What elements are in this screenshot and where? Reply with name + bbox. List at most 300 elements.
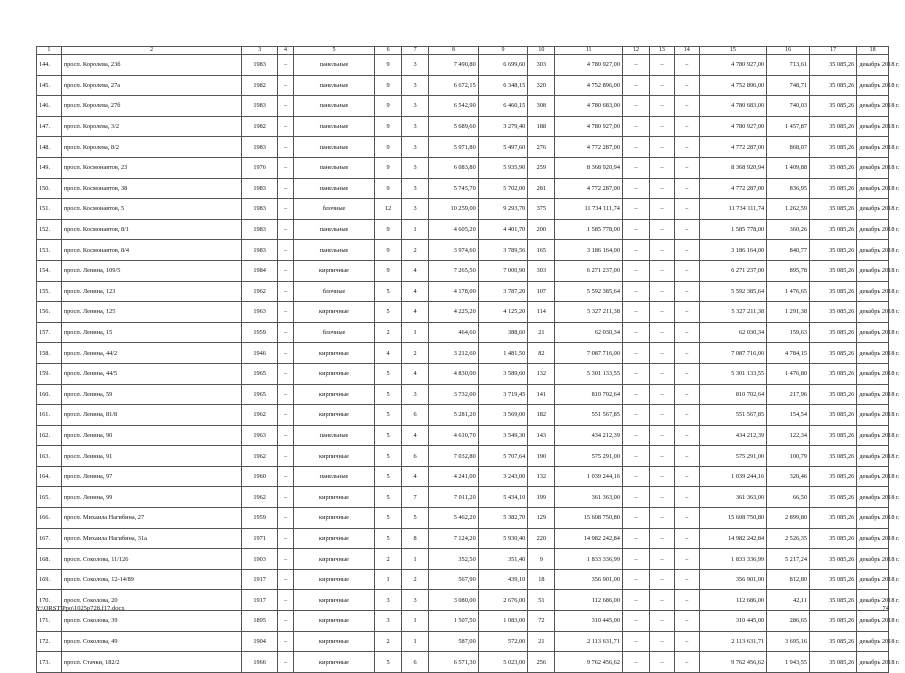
table-cell: просп. Ленина, 15 (61, 322, 241, 343)
table-cell: 5 301 133,55 (555, 363, 623, 384)
table-cell: 7 124,20 (429, 528, 479, 549)
table-cell: 132 (528, 466, 555, 487)
table-cell: – (622, 55, 649, 76)
table-cell: 14 982 242,84 (699, 528, 767, 549)
table-cell: просп. Ленина, 90 (61, 425, 241, 446)
table-cell: 35 085,26 (810, 302, 857, 323)
table-cell: панельные (293, 219, 374, 240)
table-cell: 4 780 927,00 (699, 116, 767, 137)
table-cell: – (674, 137, 699, 158)
table-cell: 11 734 111,74 (555, 199, 623, 220)
table-cell: – (278, 528, 294, 549)
table-cell: 35 085,26 (810, 611, 857, 632)
table-cell: 320 (528, 75, 555, 96)
table-cell: – (674, 75, 699, 96)
table-cell: панельные (293, 96, 374, 117)
table-cell: – (622, 652, 649, 673)
table-cell: – (674, 425, 699, 446)
table-cell: 1 (402, 611, 429, 632)
table-cell: декабрь 2018 г. (857, 569, 889, 590)
table-cell: 159. (37, 363, 62, 384)
table-cell: 3 (402, 96, 429, 117)
table-cell: – (622, 75, 649, 96)
table-cell: 35 085,26 (810, 487, 857, 508)
table-cell: 154. (37, 260, 62, 281)
table-row (37, 116, 889, 137)
table-cell: просп. Ленина, 109/5 (61, 260, 241, 281)
table-cell: 276 (528, 137, 555, 158)
table-cell: – (278, 137, 294, 158)
table-row (37, 569, 889, 590)
page-number: 74 (882, 605, 889, 612)
table-cell: 5 (375, 446, 402, 467)
column-number: 3 (242, 47, 278, 55)
table-cell: 35 085,26 (810, 425, 857, 446)
table-cell: 1959 (242, 508, 278, 529)
table-cell: 4 225,20 (429, 302, 479, 323)
table-cell: 170. (37, 590, 62, 611)
table-cell: 153. (37, 240, 62, 261)
table-cell: кирпичные (293, 405, 374, 426)
column-number: 15 (699, 47, 767, 55)
table-cell: 4 (402, 260, 429, 281)
table-cell: – (278, 631, 294, 652)
document-page (36, 46, 900, 673)
table-cell: блочные (293, 322, 374, 343)
table-cell: просп. Соколова, 49 (61, 631, 241, 652)
table-cell: 172. (37, 631, 62, 652)
column-number: 2 (61, 47, 241, 55)
table-cell: – (622, 363, 649, 384)
table-cell: 4 772 287,00 (555, 137, 623, 158)
table-cell: 35 085,26 (810, 508, 857, 529)
table-cell: 161. (37, 405, 62, 426)
table-cell: 1 585 778,00 (555, 219, 623, 240)
table-cell: 1 943,55 (767, 652, 810, 673)
table-row (37, 611, 889, 632)
table-cell: – (622, 157, 649, 178)
table-cell: кирпичные (293, 446, 374, 467)
table-cell: 21 (528, 631, 555, 652)
table-cell: 1962 (242, 281, 278, 302)
table-cell: просп. Соколова, 11/126 (61, 549, 241, 570)
table-row (37, 219, 889, 240)
table-cell: 5 (375, 466, 402, 487)
table-cell: 1904 (242, 631, 278, 652)
table-cell: – (674, 363, 699, 384)
table-cell: 156. (37, 302, 62, 323)
table-cell: просп. Космонавтов, 8/1 (61, 219, 241, 240)
table-cell: – (622, 178, 649, 199)
table-cell: просп. Космонавтов, 5 (61, 199, 241, 220)
table-cell: 35 085,26 (810, 240, 857, 261)
table-cell: декабрь 2018 г. (857, 508, 889, 529)
table-cell: 551 567,85 (699, 405, 767, 426)
table-cell: 9 (375, 178, 402, 199)
table-cell: 158. (37, 343, 62, 364)
table-cell: 15 608 750,80 (555, 508, 623, 529)
table-cell: 5 281,20 (429, 405, 479, 426)
table-cell: 149. (37, 157, 62, 178)
table-cell: 199 (528, 487, 555, 508)
table-cell: 2 526,35 (767, 528, 810, 549)
table-cell: 150. (37, 178, 62, 199)
table-cell: – (650, 508, 675, 529)
table-cell: – (674, 466, 699, 487)
table-cell: кирпичные (293, 569, 374, 590)
table-cell: 388,60 (478, 322, 528, 343)
table-row (37, 549, 889, 570)
table-cell: просп. Королева, 8/2 (61, 137, 241, 158)
table-cell: – (674, 199, 699, 220)
table-cell: 2 (375, 631, 402, 652)
table-cell: 6 542,90 (429, 96, 479, 117)
table-cell: – (650, 55, 675, 76)
table-cell: 740,03 (767, 96, 810, 117)
table-cell: 3 719,45 (478, 384, 528, 405)
table-cell: 4 780 927,00 (555, 116, 623, 137)
table-row (37, 302, 889, 323)
table-cell: 9 (375, 96, 402, 117)
table-cell: 4 780 683,00 (555, 96, 623, 117)
table-cell: блочные (293, 199, 374, 220)
table-cell: 3 (375, 611, 402, 632)
table-cell: – (278, 75, 294, 96)
table-cell: 5 702,00 (478, 178, 528, 199)
table-cell: просп. Космонавтов, 38 (61, 178, 241, 199)
table-cell: – (278, 590, 294, 611)
table-cell: просп. Ленина, 59 (61, 384, 241, 405)
table-cell: 35 085,26 (810, 446, 857, 467)
table-cell: просп. Королева, 3/2 (61, 116, 241, 137)
table-cell: кирпичные (293, 528, 374, 549)
table-cell: панельные (293, 75, 374, 96)
column-number: 18 (857, 47, 889, 55)
table-cell: – (650, 549, 675, 570)
table-cell: – (650, 425, 675, 446)
table-cell: 2 (402, 343, 429, 364)
table-cell: 7 032,80 (429, 446, 479, 467)
table-cell: 7 000,90 (478, 260, 528, 281)
document-path: Y:\ORST\Ppo\1025p728.f17.docx (36, 605, 125, 612)
table-cell: 4 830,00 (429, 363, 479, 384)
table-cell: 35 085,26 (810, 178, 857, 199)
table-cell: – (278, 116, 294, 137)
table-cell: 11 734 111,74 (699, 199, 767, 220)
table-cell: 3 243,00 (478, 466, 528, 487)
table-cell: 5 (375, 281, 402, 302)
table-cell: панельные (293, 466, 374, 487)
table-cell: просп. Ленина, 123 (61, 281, 241, 302)
table-cell: 1 457,87 (767, 116, 810, 137)
table-cell: 5 (375, 425, 402, 446)
table-cell: 5 462,20 (429, 508, 479, 529)
table-cell: – (278, 363, 294, 384)
table-cell: просп. Ленина, 97 (61, 466, 241, 487)
column-number: 4 (278, 47, 294, 55)
table-cell: 35 085,26 (810, 137, 857, 158)
table-cell: 575 291,00 (555, 446, 623, 467)
table-cell: 356 901,00 (699, 569, 767, 590)
table-cell: – (674, 384, 699, 405)
column-number: 7 (402, 47, 429, 55)
table-cell: – (622, 240, 649, 261)
table-cell: просп. Ленина, 81/8 (61, 405, 241, 426)
table-cell: – (674, 569, 699, 590)
table-cell: 35 085,26 (810, 322, 857, 343)
table-cell: 6 271 237,00 (555, 260, 623, 281)
table-cell: 82 (528, 343, 555, 364)
table-cell: 3 080,00 (429, 590, 479, 611)
table-cell: 9 (375, 55, 402, 76)
table-cell: 35 085,26 (810, 405, 857, 426)
table-cell: 167. (37, 528, 62, 549)
table-cell: декабрь 2018 г. (857, 75, 889, 96)
table-cell: 360,26 (767, 219, 810, 240)
table-cell: – (622, 219, 649, 240)
table-cell: блочные (293, 281, 374, 302)
table-cell: декабрь 2018 г. (857, 446, 889, 467)
table-cell: 351,40 (478, 549, 528, 570)
table-cell: 152. (37, 219, 62, 240)
table-cell: 812,80 (767, 569, 810, 590)
table-cell: 35 085,26 (810, 549, 857, 570)
table-cell: 1 039 244,16 (699, 466, 767, 487)
table-cell: – (278, 55, 294, 76)
table-cell: 1 (402, 219, 429, 240)
table-cell: 1965 (242, 363, 278, 384)
table-cell: 148. (37, 137, 62, 158)
table-cell: – (650, 260, 675, 281)
table-cell: панельные (293, 157, 374, 178)
table-cell: – (674, 343, 699, 364)
table-cell: 7 490,80 (429, 55, 479, 76)
table-cell: 12 (375, 199, 402, 220)
table-cell: 35 085,26 (810, 528, 857, 549)
table-cell: 165. (37, 487, 62, 508)
table-cell: 464,60 (429, 322, 479, 343)
table-cell: панельные (293, 116, 374, 137)
table-cell: – (278, 487, 294, 508)
table-cell: 5 327 211,38 (699, 302, 767, 323)
table-cell: 3 279,40 (478, 116, 528, 137)
table-cell: 3 695,16 (767, 631, 810, 652)
table-cell: 3 186 164,00 (555, 240, 623, 261)
table-row (37, 281, 889, 302)
table-cell: панельные (293, 425, 374, 446)
table-cell: – (622, 302, 649, 323)
column-number: 1 (37, 47, 62, 55)
table-cell: 1 (402, 631, 429, 652)
table-cell: – (650, 363, 675, 384)
table-row (37, 260, 889, 281)
table-cell: 310 445,00 (699, 611, 767, 632)
table-cell: – (674, 55, 699, 76)
table-cell: – (622, 116, 649, 137)
table-cell: 4 401,70 (478, 219, 528, 240)
table-cell: 1917 (242, 590, 278, 611)
table-cell: 159,63 (767, 322, 810, 343)
table-cell: декабрь 2018 г. (857, 631, 889, 652)
table-cell: панельные (293, 55, 374, 76)
table-cell: 143 (528, 425, 555, 446)
table-cell: 6 672,15 (429, 75, 479, 96)
table-cell: 160. (37, 384, 62, 405)
table-cell: – (622, 549, 649, 570)
table-cell: 5 592 385,64 (555, 281, 623, 302)
housing-registry-table (36, 46, 900, 673)
table-cell: 1983 (242, 178, 278, 199)
table-cell: – (674, 322, 699, 343)
table-cell: – (650, 384, 675, 405)
table-cell: 144. (37, 55, 62, 76)
table-cell: 9 293,70 (478, 199, 528, 220)
table-cell: 1 833 336,99 (555, 549, 623, 570)
table-cell: декабрь 2018 г. (857, 240, 889, 261)
table-cell: – (278, 569, 294, 590)
table-cell: – (278, 652, 294, 673)
table-cell: – (622, 343, 649, 364)
table-cell: 310 445,00 (555, 611, 623, 632)
table-cell: 4 772 287,00 (555, 178, 623, 199)
table-cell: 5 745,70 (429, 178, 479, 199)
table-cell: 7 087 716,00 (699, 343, 767, 364)
table-cell: 2 (375, 322, 402, 343)
table-cell: – (650, 487, 675, 508)
table-cell: 35 085,26 (810, 55, 857, 76)
table-cell: – (278, 281, 294, 302)
table-cell: 1971 (242, 528, 278, 549)
table-cell: 5 (375, 405, 402, 426)
table-cell: – (650, 446, 675, 467)
table-cell: 3 (402, 178, 429, 199)
table-cell: – (674, 528, 699, 549)
table-cell: 1983 (242, 219, 278, 240)
table-cell: 4 772 287,00 (699, 178, 767, 199)
table-cell: 5 (375, 302, 402, 323)
table-cell: 2 (402, 569, 429, 590)
table-cell: 15 608 750,80 (699, 508, 767, 529)
table-cell: – (650, 96, 675, 117)
table-cell: 9 (375, 157, 402, 178)
table-cell: – (622, 322, 649, 343)
table-cell: 1 (402, 322, 429, 343)
table-cell: – (622, 631, 649, 652)
table-cell: 5 (375, 652, 402, 673)
table-cell: 259 (528, 157, 555, 178)
table-cell: 1 833 336,99 (699, 549, 767, 570)
table-cell: 3 589,60 (478, 363, 528, 384)
table-cell: 166. (37, 508, 62, 529)
column-number: 5 (293, 47, 374, 55)
table-cell: – (278, 549, 294, 570)
table-cell: 303 (528, 260, 555, 281)
table-cell: 10 259,00 (429, 199, 479, 220)
table-cell: просп. Ленина, 91 (61, 446, 241, 467)
table-row (37, 590, 889, 611)
table-row (37, 466, 889, 487)
table-row (37, 137, 889, 158)
table-row (37, 425, 889, 446)
table-cell: 9 (528, 549, 555, 570)
table-cell: декабрь 2018 г. (857, 384, 889, 405)
table-cell: – (278, 446, 294, 467)
table-cell: 35 085,26 (810, 652, 857, 673)
table-cell: 895,78 (767, 260, 810, 281)
table-cell: 5 (375, 528, 402, 549)
table-cell: 286,65 (767, 611, 810, 632)
table-cell: – (650, 405, 675, 426)
table-cell: 4 780 927,00 (555, 55, 623, 76)
table-cell: 1962 (242, 405, 278, 426)
table-cell: 5 434,10 (478, 487, 528, 508)
table-cell: 35 085,26 (810, 569, 857, 590)
table-cell: 122,34 (767, 425, 810, 446)
table-cell: кирпичные (293, 590, 374, 611)
table-cell: декабрь 2018 г. (857, 590, 889, 611)
table-cell: 66,50 (767, 487, 810, 508)
table-cell: – (674, 508, 699, 529)
table-cell: кирпичные (293, 631, 374, 652)
table-cell: декабрь 2018 г. (857, 528, 889, 549)
table-cell: декабрь 2018 г. (857, 55, 889, 76)
table-cell: кирпичные (293, 260, 374, 281)
table-cell: – (278, 199, 294, 220)
table-cell: 35 085,26 (810, 96, 857, 117)
table-cell: 1895 (242, 611, 278, 632)
column-number-row (37, 47, 889, 55)
table-cell: 1 481,50 (478, 343, 528, 364)
table-row (37, 528, 889, 549)
table-cell: 35 085,26 (810, 260, 857, 281)
table-cell: просп. Михаила Нагибина, 27 (61, 508, 241, 529)
table-cell: – (622, 260, 649, 281)
table-cell: 129 (528, 508, 555, 529)
table-cell: – (650, 178, 675, 199)
table-cell: 165 (528, 240, 555, 261)
table-cell: 1917 (242, 569, 278, 590)
table-cell: 1983 (242, 240, 278, 261)
table-cell: 810 702,64 (699, 384, 767, 405)
table-cell: 3 (402, 116, 429, 137)
table-cell: – (674, 446, 699, 467)
table-cell: просп. Михаила Нагибина, 31а (61, 528, 241, 549)
table-cell: 35 085,26 (810, 157, 857, 178)
table-cell: 1966 (242, 652, 278, 673)
table-cell: – (650, 302, 675, 323)
table-cell: 1962 (242, 487, 278, 508)
table-cell: 572,00 (478, 631, 528, 652)
table-cell: 5 382,70 (478, 508, 528, 529)
table-cell: 162. (37, 425, 62, 446)
table-cell: 256 (528, 652, 555, 673)
table-cell: 868,07 (767, 137, 810, 158)
table-cell: 5 707,64 (478, 446, 528, 467)
table-cell: 4 780 683,00 (699, 96, 767, 117)
table-cell: 220 (528, 528, 555, 549)
table-cell: 173. (37, 652, 62, 673)
table-cell: – (622, 199, 649, 220)
table-row (37, 363, 889, 384)
table-cell: 587,00 (429, 631, 479, 652)
column-number: 16 (767, 47, 810, 55)
table-cell: 1 507,50 (429, 611, 479, 632)
table-cell: 9 762 456,62 (555, 652, 623, 673)
table-cell: – (278, 405, 294, 426)
table-cell: 5 301 133,55 (699, 363, 767, 384)
table-cell: – (278, 322, 294, 343)
table-cell: просп. Космонавтов, 23 (61, 157, 241, 178)
